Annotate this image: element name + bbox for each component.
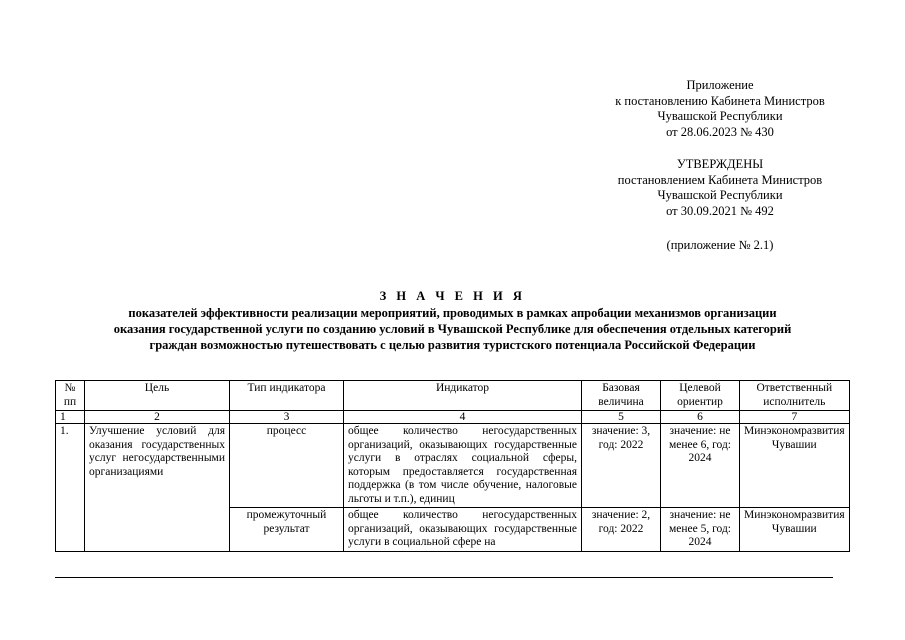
approved-line: Чувашской Республики [657,188,783,202]
column-number: 7 [740,411,850,424]
approved-line: от 30.09.2021 № 492 [666,203,774,218]
row-base: значение: 2, год: 2022 [582,508,661,552]
row-number: 1. [56,424,85,552]
column-number: 6 [661,411,740,424]
subtitle-line: показателей эффективности реализации мероприятий, проводимых в рамках апробации механизмов организации [128,306,777,320]
row-indicator: общее количество негосударственных организаций, оказывающих государственные услуги в отраслях социальной сферы, которым предоставляется государственная поддержка (в том числе обучение, налоговые льготы и т.п.), единиц [344,424,582,508]
header-base: Базовая величина [582,381,661,411]
row-target: значение: не менее 5, год: 2024 [661,508,740,552]
row-type: процесс [230,424,344,508]
row-responsible: Минэкономразвития Чувашии [740,508,850,552]
subtitle-line: оказания государственной услуги по созданию условий в Чувашской Республике для обеспечения отдельных категорий [113,322,792,336]
table-header-row [56,381,850,411]
column-number: 1 [56,411,85,424]
table-bottom-border [55,577,833,578]
approved-block [595,157,845,219]
column-number-row [56,411,850,424]
column-number: 5 [582,411,661,424]
header-responsible: Ответственный исполнитель [740,381,850,411]
approved-line: постановлением Кабинета Министров [617,172,823,187]
appendix-line: от 28.06.2023 № 430 [666,124,774,139]
appendix-line: Приложение [686,78,754,92]
document-subtitle [40,305,865,353]
subtitle-line: граждан возможностью путешествовать с целью развития туристского потенциала Российской Федерации [149,338,756,352]
appendix-line: к постановлению Кабинета Министров [615,93,825,108]
document-title: З Н А Ч Е Н И Я [379,289,526,303]
column-number: 2 [85,411,230,424]
table-row [56,424,850,508]
row-base: значение: 3, год: 2022 [582,424,661,508]
header-indicator: Индикатор [344,381,582,411]
appendix-line: Чувашской Республики [657,109,783,123]
row-type: промежуточный результат [230,508,344,552]
row-indicator: общее количество негосударственных организаций, оказывающих государственные услуги в социальной сфере на [344,508,582,552]
column-number: 4 [344,411,582,424]
row-target: значение: не менее 6, год: 2024 [661,424,740,508]
appendix-block [595,78,845,140]
header-type: Тип индикатора [230,381,344,411]
row-goal: Улучшение условий для оказания государственных услуг негосударственными организациями [85,424,230,552]
indicators-table [55,380,850,552]
annex-note: (приложение № 2.1) [666,238,774,252]
header-goal: Цель [85,381,230,411]
header-num: № пп [56,381,85,411]
header-target: Целевой ориентир [661,381,740,411]
row-responsible: Минэкономразвития Чувашии [740,424,850,508]
approved-line: УТВЕРЖДЕНЫ [676,157,764,171]
column-number: 3 [230,411,344,424]
